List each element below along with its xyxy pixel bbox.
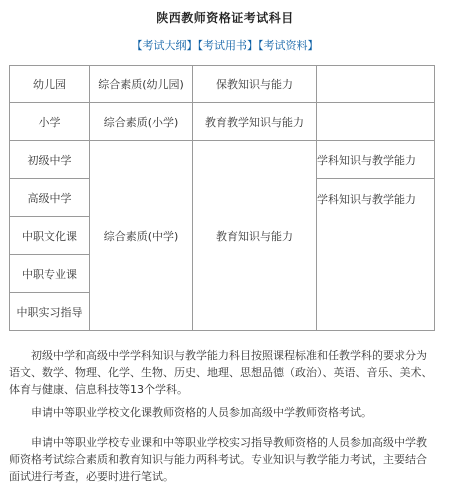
education-knowledge-cell: 教育教学知识与能力 (193, 103, 317, 141)
exam-syllabus-link[interactable]: 考试大纲 (142, 39, 187, 52)
level-cell: 小学 (10, 103, 90, 141)
exam-books-link[interactable]: 考试用书 (203, 39, 247, 52)
middle-education-knowledge-cell: 教育知识与能力 (193, 141, 317, 331)
level-cell: 幼儿园 (10, 66, 90, 103)
link-open-bracket: 【 (197, 39, 203, 52)
comprehensive-quality-cell: 综合素质(幼儿园) (90, 66, 193, 103)
level-cell: 中职实习指导 (10, 293, 90, 331)
link-open-bracket: 【 (131, 39, 143, 52)
comprehensive-quality-cell: 综合素质(小学) (90, 103, 193, 141)
level-cell: 高级中学 (10, 179, 90, 217)
vocational-professional-paragraph: 申请中等职业学校专业课和中等职业学校实习指导教师资格的人员参加高级中学教师资格考试综合素质和教育知识与能力两科考试。专业知识与教学能力考试，主要结合面试进行考查，必要时进行笔试。 (9, 436, 427, 483)
link-close-bracket: 】 (247, 39, 258, 52)
level-cell: 初级中学 (10, 141, 90, 179)
link-close-bracket: 】 (186, 39, 198, 52)
table-row (10, 103, 435, 141)
link-close-bracket: 】 (307, 39, 319, 52)
level-cell: 中职文化课 (10, 217, 90, 255)
subject-knowledge-cell (317, 66, 435, 103)
subject-knowledge-cell (317, 103, 435, 141)
subject-knowledge-cell: 学科知识与教学能力 (317, 141, 435, 179)
page-title: 陕西教师资格证考试科目 (156, 11, 294, 25)
resource-links (0, 37, 450, 53)
level-cell: 中职专业课 (10, 255, 90, 293)
subjects-paragraph: 初级中学和高级中学学科知识与教学能力科目按照课程标准和任教学科的要求分为语文、数学、物理、化学、生物、历史、地理、思想品德（政治）、英语、音乐、美术、体育与健康、信息科技等13个学科。 (9, 349, 433, 396)
subject-knowledge-cell: 学科知识与教学能力 (317, 179, 435, 331)
link-open-bracket: 【 (258, 39, 264, 52)
table-row (10, 66, 435, 103)
middle-comprehensive-quality-cell: 综合素质(中学) (90, 141, 193, 331)
table-row (10, 141, 435, 179)
vocational-culture-paragraph: 申请中等职业学校文化课教师资格的人员参加高级中学教师资格考试。 (31, 406, 372, 419)
exam-subjects-table (9, 65, 435, 331)
education-knowledge-cell: 保教知识与能力 (193, 66, 317, 103)
exam-materials-link[interactable]: 考试资料 (263, 39, 308, 52)
